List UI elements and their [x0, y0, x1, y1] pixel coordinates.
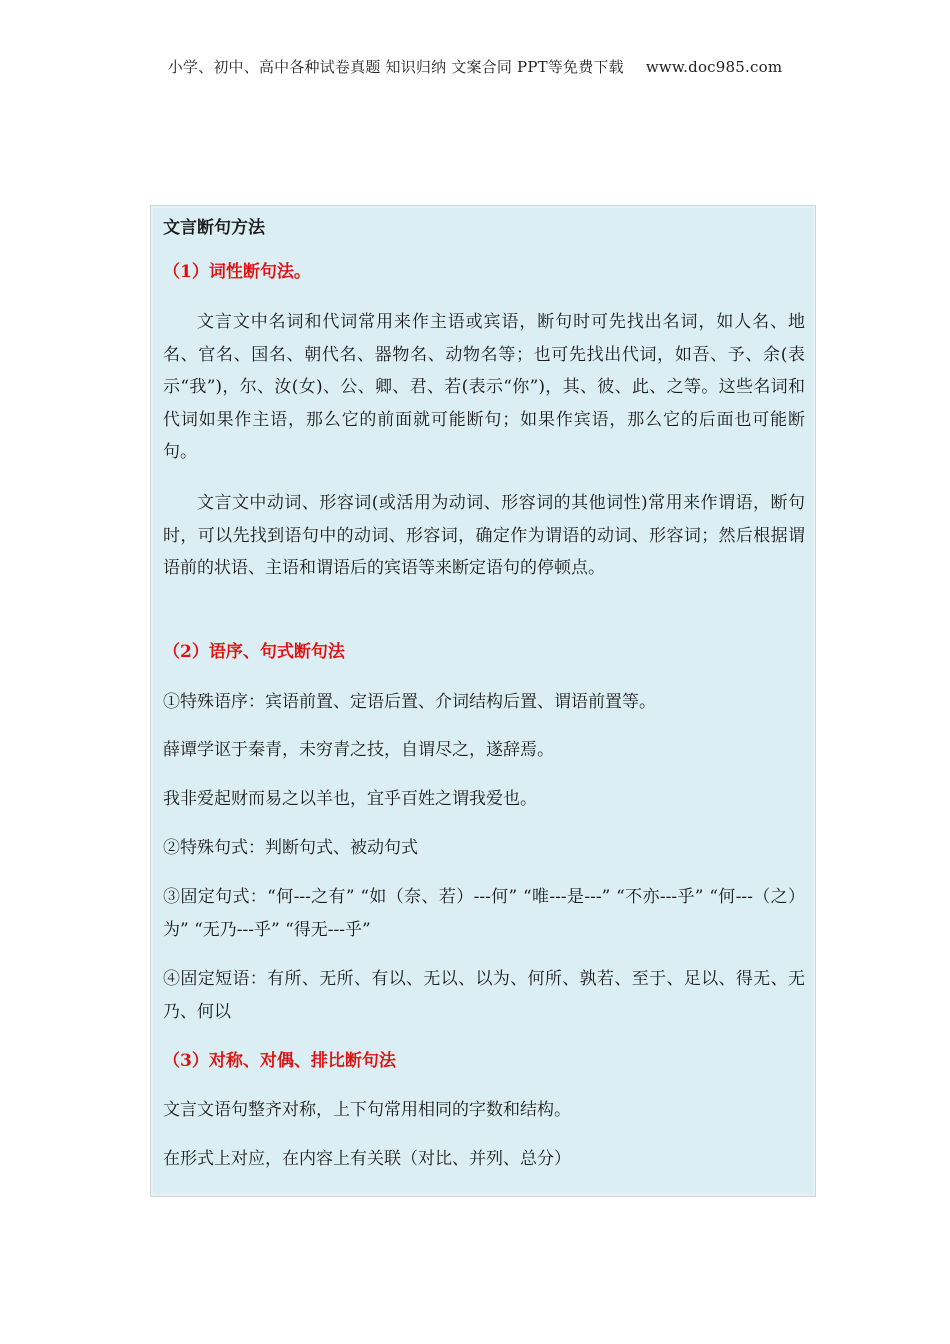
section3-para1: 文言文语句整齐对称，上下句常用相同的字数和结构。	[163, 1100, 571, 1120]
page-header	[0, 56, 950, 77]
section1-heading: （1）词性断句法。	[163, 262, 311, 282]
content-box	[150, 205, 816, 1197]
section2-heading: （2）语序、句式断句法	[163, 642, 345, 662]
section1-para2: 文言文中动词、形容词(或活用为动词、形容词的其他词性)常用来作谓语，断句时，可以先找到语句中的动词、形容词，确定作为谓语的动词、形容词；然后根据谓语前的状语、主语和谓语后的宾语等来断定语句的停顿点。	[163, 493, 805, 578]
section2-item3: ③固定句式：“何---之有” “如（奈、若）---何” “唯---是---” “不亦---乎” “何---（之）为” “无乃---乎” “得无---乎”	[163, 887, 805, 940]
doc-title: 文言断句方法	[163, 218, 265, 238]
section3-heading: （3）对称、对偶、排比断句法	[163, 1051, 396, 1071]
header-categories: 小学、初中、高中各种试卷真题 知识归纳 文案合同 PPT等免费下载	[167, 58, 624, 76]
section2-example2: 我非爱起财而易之以羊也，宜乎百姓之谓我爱也。	[163, 789, 537, 809]
section3-para2: 在形式上对应，在内容上有关联（对比、并列、总分）	[163, 1149, 571, 1169]
section2-item1: ①特殊语序：宾语前置、定语后置、介词结构后置、谓语前置等。	[163, 692, 656, 712]
section2-item2: ②特殊句式：判断句式、被动句式	[163, 838, 418, 858]
section1-para1: 文言文中名词和代词常用来作主语或宾语，断句时可先找出名词，如人名、地名、官名、国名、朝代名、器物名、动物名等；也可先找出代词，如吾、予、余(表示“我”)，尔、汝(女)、公、卿、君、若(表示“你”)，其、彼、此、之等。这些名词和代词如果作主语，那么它的前面就可能断句；如果作宾语，那么它的后面也可能断句。	[163, 312, 805, 462]
section2-example1: 薛谭学讴于秦青，未穷青之技，自谓尽之，遂辞焉。	[163, 740, 554, 760]
section2-item4: ④固定短语：有所、无所、有以、无以、以为、何所、孰若、至于、足以、得无、无乃、何以	[163, 969, 805, 1022]
header-site-url[interactable]: www.doc985.com	[645, 58, 783, 76]
